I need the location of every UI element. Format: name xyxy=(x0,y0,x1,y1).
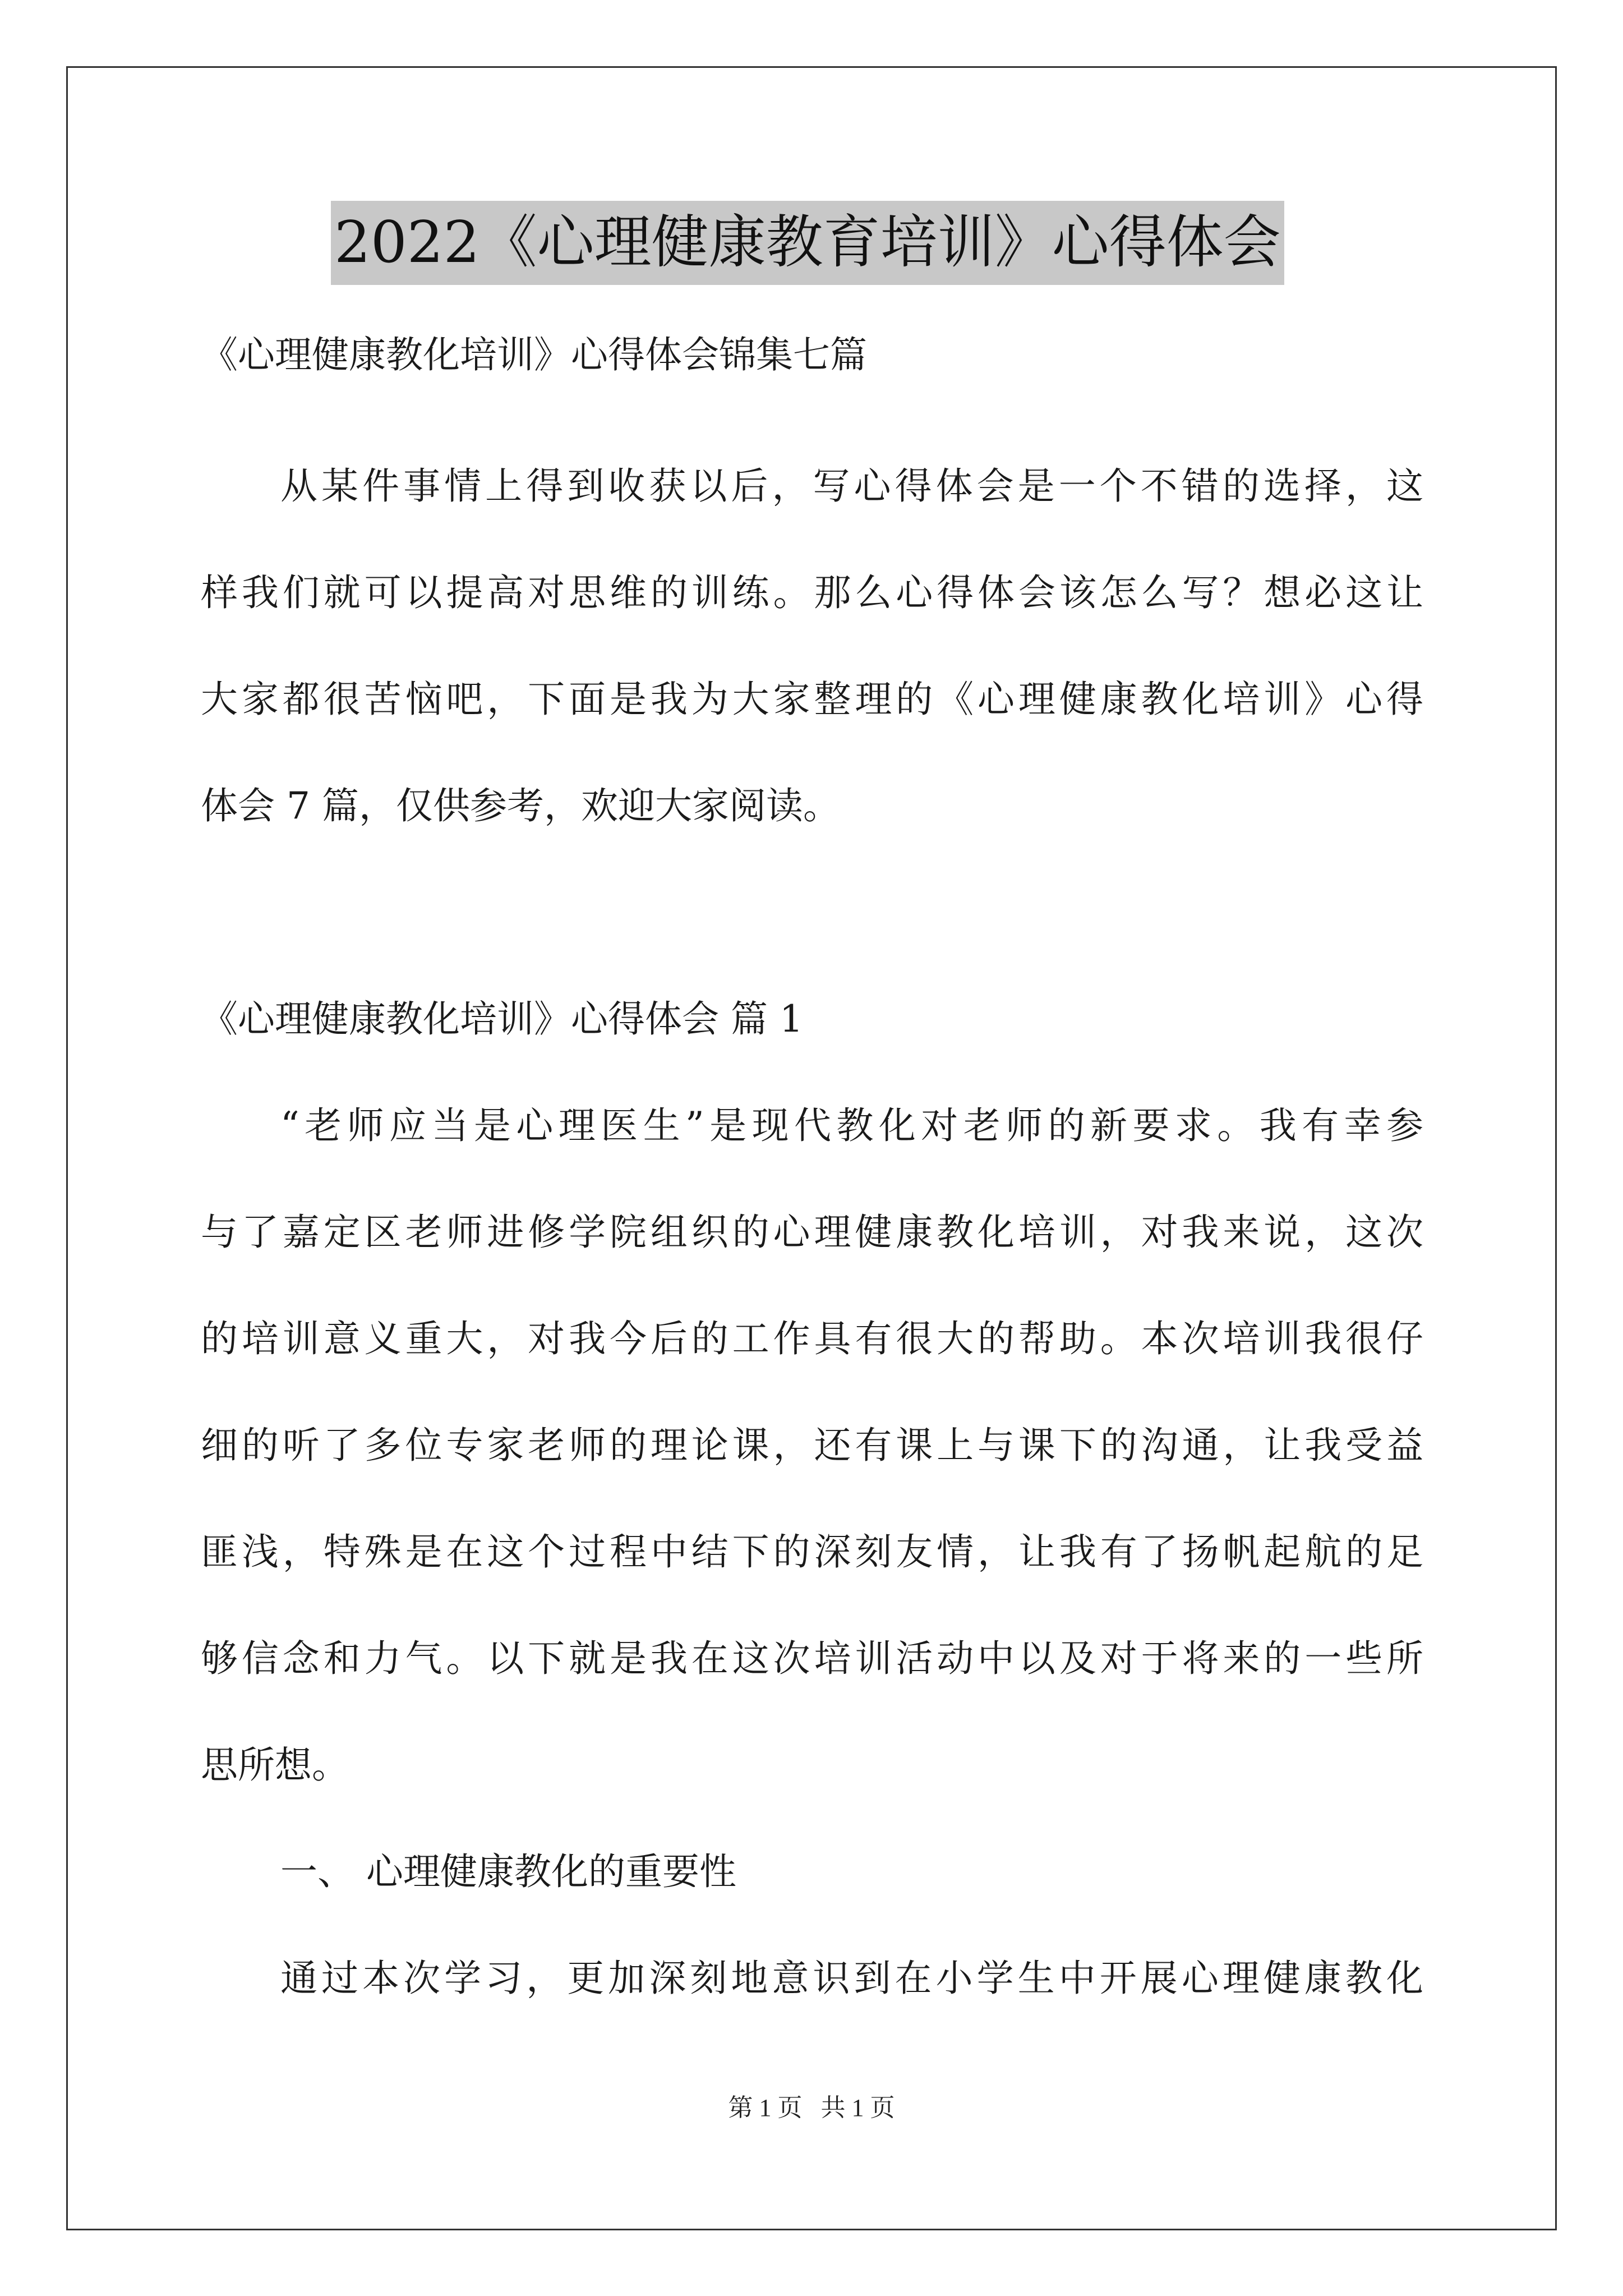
intro-line: 大家都很苦恼吧，下面是我为大家整理的《心理健康教化培训》心得 xyxy=(201,678,1423,721)
section-line: 的培训意义重大，对我今后的工作具有很大的帮助。本次培训我很仔 xyxy=(201,1317,1423,1360)
point-heading: 一、 心理健康教化的重要性 xyxy=(280,1850,736,1893)
section-line: 思所想。 xyxy=(201,1743,349,1787)
section-line: “老师应当是心理医生”是现代教化对老师的新要求。我有幸参 xyxy=(280,1104,1423,1147)
section-line: 匪浅，特殊是在这个过程中结下的深刻友情，让我有了扬帆起航的足 xyxy=(201,1530,1423,1573)
section-heading: 《心理健康教化培训》心得体会 篇 1 xyxy=(201,997,803,1041)
document-title: 2022《心理健康教育培训》心得体会 xyxy=(331,201,1284,285)
document-subtitle: 《心理健康教化培训》心得体会锦集七篇 xyxy=(201,333,867,376)
intro-line: 样我们就可以提高对思维的训练。那么心得体会该怎么写？想必这让 xyxy=(201,571,1423,614)
intro-line: 体会 7 篇，仅供参考，欢迎大家阅读。 xyxy=(201,784,840,827)
intro-line: 从某件事情上得到收获以后，写心得体会是一个不错的选择，这 xyxy=(280,464,1423,508)
section-line: 够信念和力气。以下就是我在这次培训活动中以及对于将来的一些所 xyxy=(201,1637,1423,1680)
body-line: 通过本次学习，更加深刻地意识到在小学生中开展心理健康教化 xyxy=(280,1957,1423,2000)
section-line: 与了嘉定区老师进修学院组织的心理健康教化培训，对我来说，这次 xyxy=(201,1211,1423,1254)
section-line: 细的听了多位专家老师的理论课，还有课上与课下的沟通，让我受益 xyxy=(201,1424,1423,1467)
page-footer: 第 1 页 共 1 页 xyxy=(728,2094,895,2122)
